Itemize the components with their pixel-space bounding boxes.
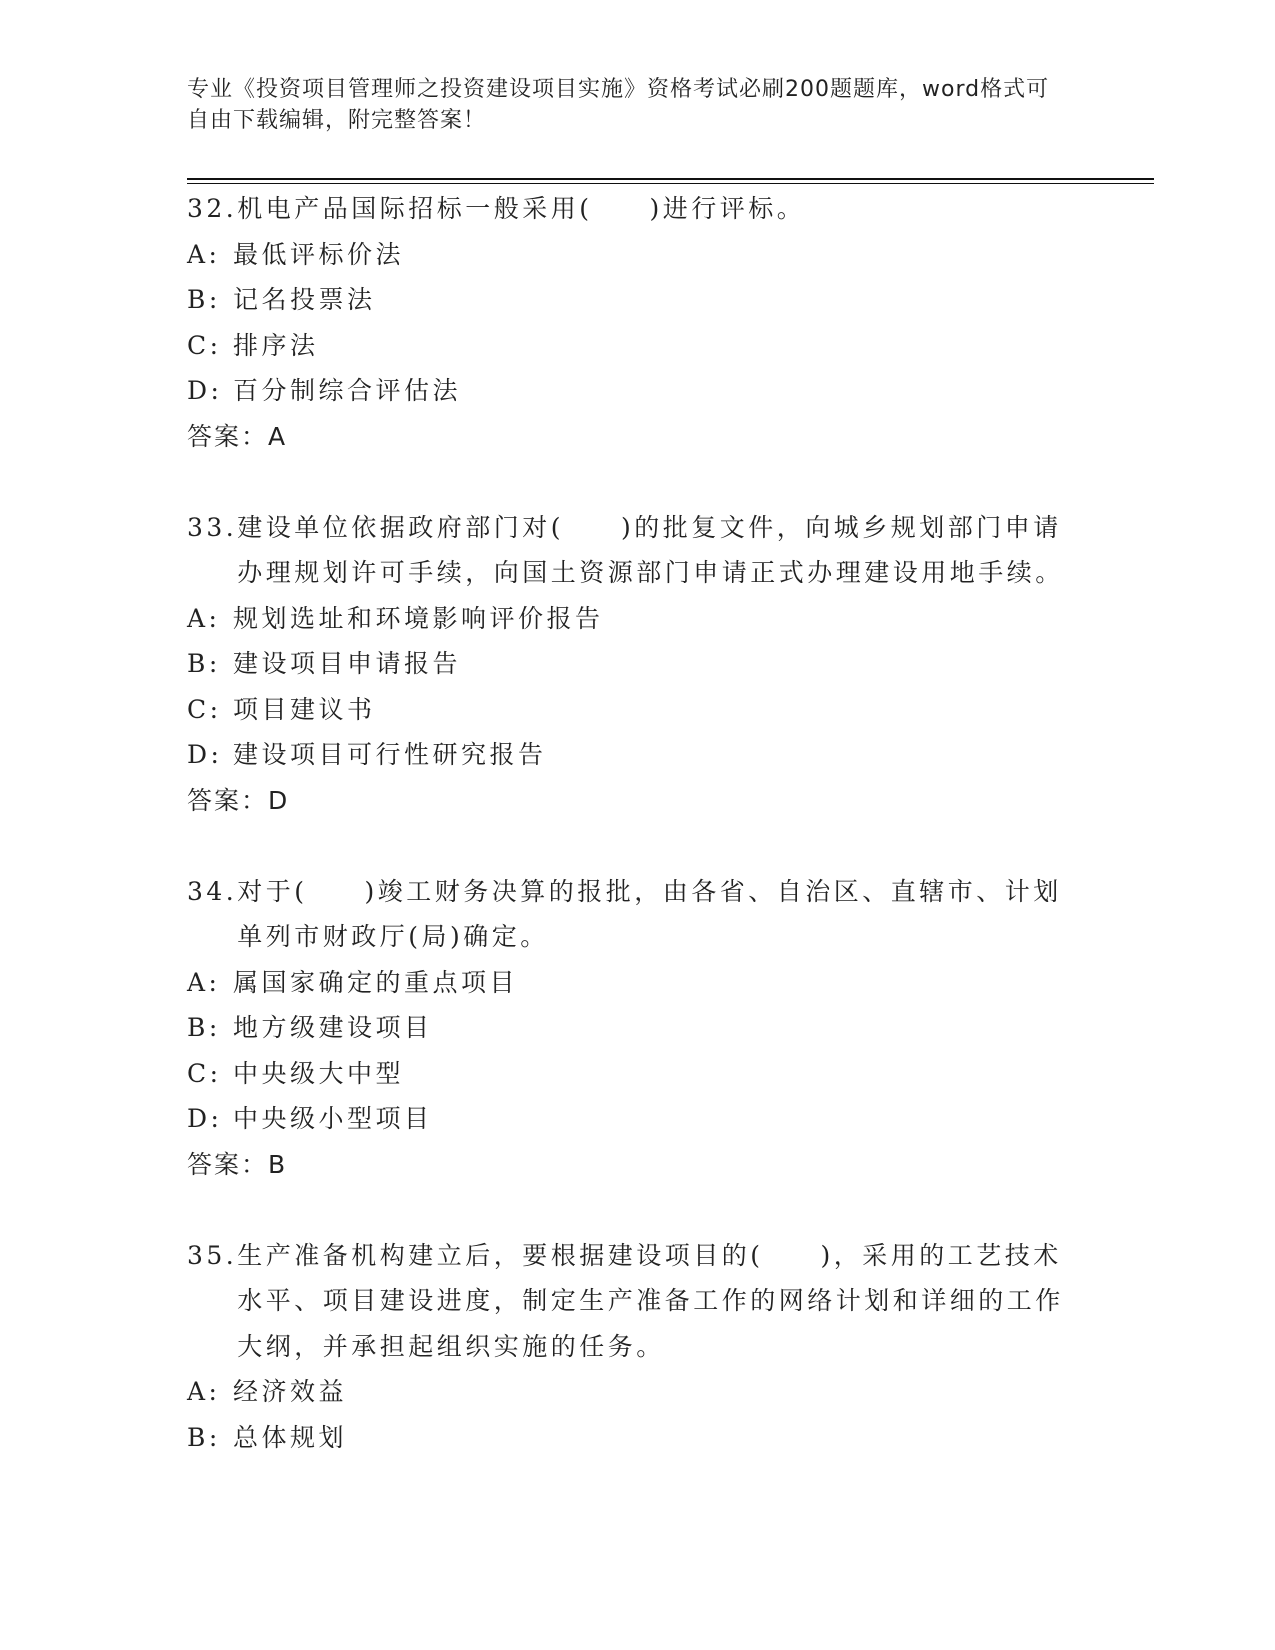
option-b bbox=[187, 641, 1087, 687]
question-stem bbox=[187, 186, 1087, 232]
option-letter: C: bbox=[187, 1058, 222, 1088]
option-text: 建设项目可行性研究报告 bbox=[233, 740, 547, 769]
answer-line: 答案：B bbox=[187, 1149, 288, 1179]
question-35 bbox=[187, 1233, 1087, 1461]
option-letter: D: bbox=[187, 376, 223, 405]
option-letter: A: bbox=[187, 239, 221, 269]
option-text: 百分制综合评估法 bbox=[233, 376, 462, 405]
option-letter: A: bbox=[187, 1377, 221, 1406]
option-a bbox=[187, 1369, 1087, 1415]
option-text: 总体规划 bbox=[233, 1422, 348, 1452]
option-letter: D: bbox=[187, 1104, 223, 1133]
answer-line: 答案：D bbox=[187, 785, 290, 815]
question-32 bbox=[187, 186, 1087, 459]
question-text: 生产准备机构建立后，要根据建设项目的( )，采用的工艺技术水平、项目建设进度，制定生产准备工作的网络计划和详细的工作大纲，并承担起组织实施的任务。 bbox=[237, 1240, 1064, 1361]
option-a bbox=[187, 960, 1087, 1006]
option-d bbox=[187, 1096, 1087, 1142]
option-text: 中央级小型项目 bbox=[233, 1104, 433, 1133]
option-c bbox=[187, 687, 1087, 733]
option-text: 项目建议书 bbox=[233, 694, 376, 724]
question-number: 35. bbox=[187, 1240, 238, 1270]
option-b bbox=[187, 1415, 1087, 1461]
option-a bbox=[187, 596, 1087, 642]
question-text: 建设单位依据政府部门对( )的批复文件，向城乡规划部门申请办理规划许可手续，向国土资源部门申请正式办理建设用地手续。 bbox=[237, 512, 1064, 587]
header-divider-thin bbox=[187, 183, 1154, 184]
question-list bbox=[187, 186, 1087, 1506]
option-text: 经济效益 bbox=[233, 1377, 348, 1406]
option-letter: C: bbox=[187, 694, 222, 724]
option-letter: B: bbox=[187, 1013, 221, 1042]
question-text: 对于( )竣工财务决算的报批，由各省、自治区、直辖市、计划单列市财政厅(局)确定。 bbox=[237, 876, 1062, 951]
option-letter: B: bbox=[187, 649, 221, 678]
option-text: 属国家确定的重点项目 bbox=[233, 967, 519, 997]
option-d bbox=[187, 368, 1087, 414]
option-letter: D: bbox=[187, 740, 223, 769]
answer-line: 答案：A bbox=[187, 421, 288, 451]
question-number: 34. bbox=[187, 876, 238, 906]
option-letter: A: bbox=[187, 603, 221, 633]
option-text: 排序法 bbox=[233, 330, 319, 360]
question-text: 机电产品国际招标一般采用( )进行评标。 bbox=[237, 194, 806, 223]
option-text: 记名投票法 bbox=[233, 285, 376, 314]
option-d bbox=[187, 732, 1087, 778]
question-number: 32. bbox=[187, 194, 238, 223]
option-b bbox=[187, 1005, 1087, 1051]
option-c bbox=[187, 323, 1087, 369]
option-text: 建设项目申请报告 bbox=[233, 649, 462, 678]
option-text: 最低评标价法 bbox=[233, 239, 405, 269]
question-stem bbox=[187, 869, 1087, 960]
option-letter: B: bbox=[187, 1422, 221, 1452]
question-stem bbox=[187, 505, 1087, 596]
option-text: 地方级建设项目 bbox=[233, 1013, 433, 1042]
question-stem bbox=[187, 1233, 1087, 1370]
question-34 bbox=[187, 869, 1087, 1188]
option-text: 中央级大中型 bbox=[233, 1058, 405, 1088]
header-divider-thick bbox=[187, 178, 1154, 180]
question-number: 33. bbox=[187, 512, 238, 542]
option-letter: C: bbox=[187, 330, 222, 360]
question-33 bbox=[187, 505, 1087, 824]
document-header: 专业《投资项目管理师之投资建设项目实施》资格考试必刷200题题库，word格式可自由下载编辑，附完整答案！ bbox=[187, 77, 1050, 133]
option-letter: B: bbox=[187, 285, 221, 314]
option-text: 规划选址和环境影响评价报告 bbox=[233, 603, 604, 633]
option-letter: A: bbox=[187, 967, 221, 997]
option-a bbox=[187, 232, 1087, 278]
option-b bbox=[187, 277, 1087, 323]
option-c bbox=[187, 1051, 1087, 1097]
